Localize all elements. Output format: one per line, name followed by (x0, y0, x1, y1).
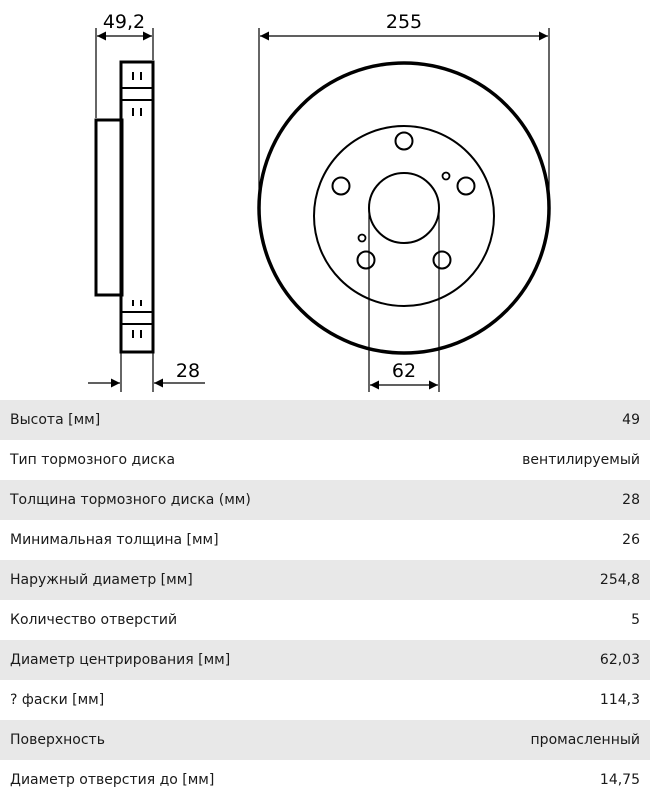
lug-hole (333, 178, 350, 195)
spec-value: 254,8 (325, 560, 650, 600)
dim-outer-diameter-label: 255 (385, 11, 423, 33)
spec-value: 5 (325, 600, 650, 640)
disc-rotor-profile (121, 62, 153, 352)
vent-slots-bottom (121, 300, 153, 338)
spec-label: Диаметр отверстия до [мм] (0, 760, 325, 800)
spec-table (0, 400, 650, 800)
spec-row (0, 760, 650, 800)
spec-value: 49 (325, 400, 650, 440)
spec-row (0, 560, 650, 600)
disc-front-view (259, 63, 549, 353)
spec-row (0, 480, 650, 520)
spec-value: 26 (325, 520, 650, 560)
disc-side-view (96, 62, 153, 352)
spec-value: 28 (325, 480, 650, 520)
lug-hole (458, 178, 475, 195)
disc-hat-profile (96, 120, 122, 295)
disc-hat-circle (314, 126, 494, 306)
spec-label: Поверхность (0, 720, 325, 760)
lug-hole (396, 133, 413, 150)
spec-row (0, 640, 650, 680)
spec-label: Наружный диаметр [мм] (0, 560, 325, 600)
spec-row (0, 680, 650, 720)
spec-label: Количество отверстий (0, 600, 325, 640)
spec-value: 114,3 (325, 680, 650, 720)
spec-row (0, 600, 650, 640)
lug-hole (434, 252, 451, 269)
spec-label: Толщина тормозного диска (мм) (0, 480, 325, 520)
spec-row (0, 440, 650, 480)
dim-thickness-label: 28 (175, 360, 201, 382)
dim-outer-diameter (259, 28, 549, 208)
spec-label: Тип тормозного диска (0, 440, 325, 480)
spec-label: Диаметр центрирования [мм] (0, 640, 325, 680)
lug-hole (358, 252, 375, 269)
locating-hole (443, 173, 450, 180)
spec-row (0, 720, 650, 760)
dim-hat-height-label: 49,2 (102, 11, 146, 33)
vent-slots-top (121, 72, 153, 116)
spec-value: промасленный (325, 720, 650, 760)
dim-center-bore-label: 62 (391, 360, 417, 382)
spec-label: Высота [мм] (0, 400, 325, 440)
center-bore (369, 173, 439, 243)
spec-label: ? фаски [мм] (0, 680, 325, 720)
spec-label: Минимальная толщина [мм] (0, 520, 325, 560)
spec-value: вентилируемый (325, 440, 650, 480)
spec-value: 62,03 (325, 640, 650, 680)
spec-row (0, 520, 650, 560)
locating-hole (359, 235, 366, 242)
spec-row (0, 400, 650, 440)
disc-outer-edge (259, 63, 549, 353)
dim-hat-height (96, 28, 153, 118)
spec-value: 14,75 (325, 760, 650, 800)
